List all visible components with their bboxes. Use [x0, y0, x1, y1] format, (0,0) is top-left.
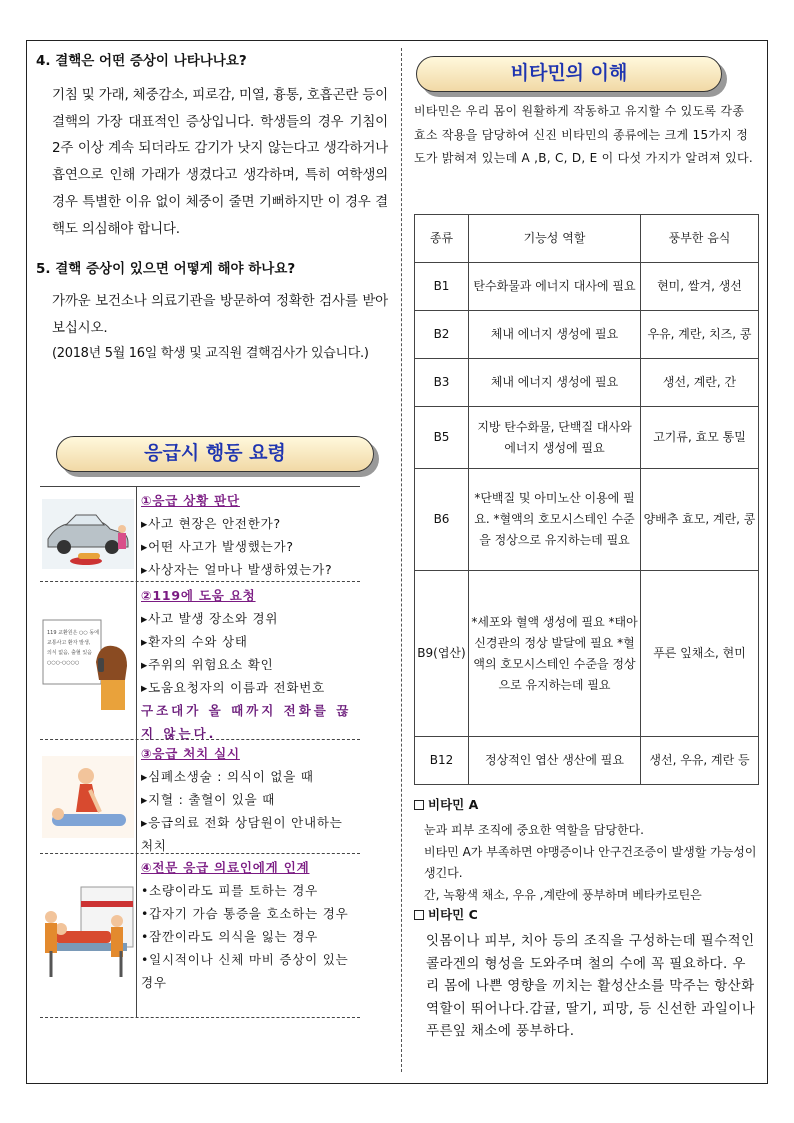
step-1-line: ▸어떤 사고가 발생했는가?	[141, 539, 294, 554]
vitamin-function: 정상적인 엽산 생산에 필요	[469, 737, 641, 785]
vitamin-type: B5	[415, 407, 469, 469]
vitamin-function: 체내 에너지 생성에 필요	[469, 311, 641, 359]
section4-title: 4. 결핵은 어떤 증상이 나타나나요?	[36, 53, 247, 69]
left-column	[36, 50, 388, 365]
step-4-line: •일시적이나 신체 마비 증상이 있는 경우	[141, 952, 349, 990]
cpr-illustration	[40, 740, 136, 853]
step-4-title: ④전문 응급 의료인에게 인계	[141, 860, 310, 875]
step-1-title: ①응급 상황 판단	[141, 493, 240, 508]
vitamin-intro: 비타민은 우리 몸이 원활하게 작동하고 유지할 수 있도록 각종 효소 작용을 담당하여 신진 비타민의 종류에는 크게 15가지 정도가 밝혀져 있는데 A ,B, C, D, E 이 다섯 가지가 알려져 있다.	[414, 104, 754, 165]
vitamin-a-section	[414, 794, 758, 906]
table-row	[415, 571, 759, 737]
emergency-banner: 응급시 행동 요령	[56, 436, 374, 472]
table-row	[415, 737, 759, 785]
vitamin-type: B6	[415, 469, 469, 571]
phone-note-line: 의식 없음, 출혈 있음	[47, 649, 92, 656]
column-divider	[401, 48, 402, 1072]
step-2-emphasis: 구조대가 올 때까지 전화를 끊지 않는다.	[141, 703, 352, 741]
step-2-line: ▸사고 발생 장소와 경위	[141, 611, 279, 626]
car-accident-illustration	[40, 487, 136, 581]
vitamin-a-title: 비타민 A	[428, 797, 479, 812]
step-4-line: •갑자기 가슴 통증을 호소하는 경우	[141, 906, 349, 921]
step-2-line: ▸도움요청자의 이름과 전화번호	[141, 680, 325, 695]
section5-body: 가까운 보건소나 의료기관을 방문하여 정확한 검사를 받아보십시오.	[52, 293, 388, 336]
table-row	[415, 469, 759, 571]
vitamin-foods: 현미, 쌀겨, 생선	[641, 263, 759, 311]
vitamin-type: B2	[415, 311, 469, 359]
header-type: 종류	[415, 215, 469, 263]
vitamin-function: 체내 에너지 생성에 필요	[469, 359, 641, 407]
vitamin-foods: 생선, 계란, 간	[641, 359, 759, 407]
step-2-line: ▸주위의 위험요소 확인	[141, 657, 274, 672]
vitamin-c-section	[414, 904, 758, 1043]
step-4-line: •소량이라도 피를 토하는 경우	[141, 883, 318, 898]
vitamin-table	[414, 214, 759, 785]
vitamin-function: 탄수화물과 에너지 대사에 필요	[469, 263, 641, 311]
emergency-step-2	[40, 582, 360, 740]
emergency-step-3	[40, 740, 360, 854]
step-3-line: ▸응급의료 전화 상담원이 안내하는 처치	[141, 815, 343, 853]
emergency-step-1	[40, 486, 360, 582]
vitamin-a-heading	[414, 794, 758, 816]
emergency-step-4	[40, 854, 360, 1018]
emergency-step-1-text	[136, 487, 360, 581]
step-2-line: ▸환자의 수와 상태	[141, 634, 248, 649]
section5-title: 5. 결핵 증상이 있으면 어떻게 해야 하나요?	[36, 261, 296, 278]
phone-note-line: 교통사고 환자 발생,	[47, 639, 91, 646]
table-row	[415, 263, 759, 311]
vitamin-foods: 생선, 우유, 계란 등	[641, 737, 759, 785]
phone-note-line: ○○○-○○○○	[47, 659, 80, 666]
emergency-steps-table	[40, 486, 360, 1018]
phone-call-illustration	[40, 582, 136, 739]
vitamin-c-heading	[414, 904, 758, 926]
vitamin-type: B3	[415, 359, 469, 407]
vitamin-type: B12	[415, 737, 469, 785]
vitamin-type: B9(엽산)	[415, 571, 469, 737]
vitamin-table-header-row	[415, 215, 759, 263]
step-1-line: ▸사고 현장은 안전한가?	[141, 516, 281, 531]
header-foods: 풍부한 음식	[641, 215, 759, 263]
checkbox-icon	[414, 800, 424, 810]
vitamin-a-line: 눈과 피부 조직에 중요한 역할을 담당한다.	[424, 823, 644, 837]
vitamin-foods: 양배추 효모, 계란, 콩	[641, 469, 759, 571]
step-3-line: ▸지혈 : 출혈이 있을 때	[141, 792, 276, 807]
vitamin-type: B1	[415, 263, 469, 311]
step-2-title: ②119에 도움 요청	[141, 588, 256, 603]
section4-body: 기침 및 가래, 체중감소, 피로감, 미열, 흉통, 호흡곤란 등이 결핵의 가장 대표적인 증상입니다. 학생들의 경우 기침이 2주 이상 계속 되더라도 감기가 낫지 않는다고 생각하거나 흡연으로 인해 가래가 생겼다고 생각하며, 특히 여학생의 경우 특별한 이유 없이 체중이 줄면 기뻐하지만 이 경우 결핵도 의심해야 합니다.	[52, 87, 388, 237]
section5-note: (2018년 5월 16일 학생 및 교직원 결핵검사가 있습니다.)	[52, 345, 369, 361]
vitamin-a-line: 비타민 A가 부족하면 야맹증이나 안구건조증이 발생할 가능성이 생긴다.	[424, 844, 757, 880]
step-3-line: ▸심폐소생술 : 의식이 없을 때	[141, 769, 314, 784]
vitamin-foods: 고기류, 효모 통밀	[641, 407, 759, 469]
vitamin-c-text: 잇몸이나 피부, 치아 등의 조직을 구성하는데 필수적인 콜라겐의 형성을 도와주며 철의 수에 꼭 필요하다. 우리 몸에 나쁜 영향을 끼치는 활성산소를 막주는 항산화 역할이 뛰어나다.감귤, 딸기, 피망, 등 신선한 과일이나 푸른잎 채소에 풍부하다.	[426, 933, 756, 1040]
emergency-step-3-text	[136, 740, 360, 853]
step-1-line: ▸사상자는 얼마나 발생하였는가?	[141, 562, 333, 577]
phone-note-line: 119 교환원은 ○○ 동에	[47, 629, 100, 636]
vitamin-function: *단백질 및 아미노산 이용에 필요. *혈액의 호모시스테인 수준을 정상으로 유지하는데 필요	[469, 469, 641, 571]
vitamin-function: 지방 탄수화물, 단백질 대사와 에너지 생성에 필요	[469, 407, 641, 469]
vitamin-banner: 비타민의 이해	[416, 56, 722, 92]
vitamin-foods: 우유, 계란, 치즈, 콩	[641, 311, 759, 359]
vitamin-foods: 푸른 잎채소, 현미	[641, 571, 759, 737]
ambulance-illustration	[40, 854, 136, 1017]
step-3-title: ③응급 처치 실시	[141, 746, 240, 761]
checkbox-icon	[414, 910, 424, 920]
emergency-step-2-text	[136, 582, 360, 739]
emergency-step-4-text	[136, 854, 360, 1017]
step-4-line: •잠깐이라도 의식을 잃는 경우	[141, 929, 318, 944]
header-function: 기능성 역할	[469, 215, 641, 263]
vitamin-c-title: 비타민 C	[428, 907, 478, 922]
table-row	[415, 359, 759, 407]
table-row	[415, 311, 759, 359]
vitamin-function: *세포와 혈액 생성에 필요 *태아 신경관의 정상 발달에 필요 *혈액의 호모시스테인 수준을 정상으로 유지하는데 필요	[469, 571, 641, 737]
table-row	[415, 407, 759, 469]
vitamin-a-line: 간, 녹황색 채소, 우유 ,계란에 풍부하며 베타카로틴은	[424, 887, 702, 902]
